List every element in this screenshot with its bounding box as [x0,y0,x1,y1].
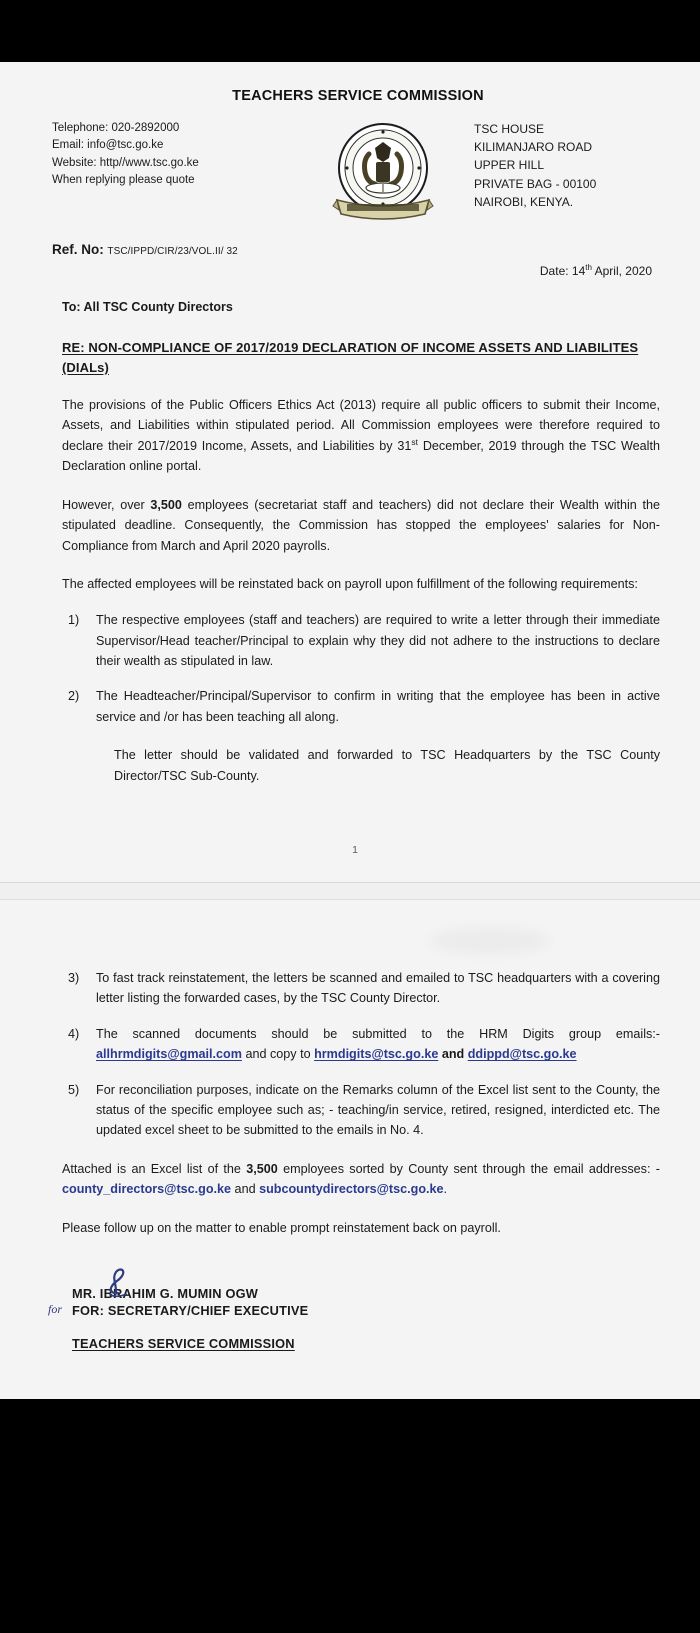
requirement-text-1: The respective employees (staff and teachers) are required to write a letter through their immediate Supervisor/Head teacher/Principal to explain why they did not adhere to the instructions to declare their wealth as stipulated in law. [96,613,660,669]
telephone-line: Telephone: 020-2892000 [52,122,180,134]
requirement-text-4a: The scanned documents should be submitted to the HRM Digits group emails:- [96,1026,660,1041]
p2-employee-count: 3,500 [150,497,182,512]
date-suffix: th [585,263,592,272]
requirements-list-page-2 [62,968,660,1141]
paragraph-letter-validation: The letter should be validated and forwarded to TSC Headquarters by the TSC County Director/TSC Sub-County. [114,748,660,783]
reference-label: Ref. No: [52,242,104,257]
signatory-name: MR. IBRAHIM G. MUMIN OGW [72,1285,259,1301]
requirement-marker-5: 5) [68,1082,80,1097]
signatory-organization: TEACHERS SERVICE COMMISSION [72,1335,295,1351]
handwritten-signature [100,1262,140,1307]
requirement-text-4b: and copy to [241,1047,315,1062]
p2-part-a: However, over [62,497,151,512]
paragraph-attached-excel [62,1159,660,1200]
attached-part-c: and [231,1182,260,1197]
website-line: Website: http//www.tsc.go.ke [52,156,199,169]
attached-part-b: employees sorted by County sent through the email addresses: - [277,1161,660,1176]
scan-top-border [0,0,700,62]
paragraph-reinstatement-intro: The affected employees will be reinstated back on payroll upon fulfillment of the following requirements: [62,576,638,591]
paragraph-noncompliance [62,495,660,556]
signed-for-mark: for [48,1301,63,1316]
requirement-item-2 [62,686,660,727]
paragraph-follow-up: Please follow up on the matter to enable prompt reinstatement back on payroll. [62,1220,501,1235]
subject-text: RE: NON-COMPLIANCE OF 2017/2019 DECLARATION OF INCOME ASSETS AND LIABILITES (DIALs) [62,340,639,375]
document-page-2 [0,900,700,1399]
postal-address [474,118,664,211]
email-link-allhrmdigits[interactable]: allhrmdigits@gmail.com [96,1047,242,1062]
p1-ordinal-suffix: st [411,436,419,447]
email-link-ddippd[interactable]: ddippd@tsc.go.ke [467,1047,577,1062]
address-line-4: PRIVATE BAG - 00100 [474,176,597,191]
requirement-text-3: To fast track reinstatement, the letters be scanned and emailed to TSC headquarters with a covering letter listing the forwarded cases, by the TSC County Director. [96,971,660,1006]
tsc-crest-logo [320,118,446,228]
date-rest: April, 2020 [594,264,652,278]
requirement-text-4c: and [438,1047,468,1062]
requirement-text-5: For reconciliation purposes, indicate on the Remarks column of the Excel list sent to the County, the status of the specific employee such as; - teaching/in service, retired, resigned, interdicted etc. The updated excel sheet to be submitted to the emails in No. 4. [96,1082,660,1138]
coat-of-arms-icon [323,118,443,228]
requirement-item-3 [62,968,660,1009]
scan-artifact [430,928,550,954]
reference-number [52,242,664,257]
requirement-text-2: The Headteacher/Principal/Supervisor to confirm in writing that the employee has been in active service and /or has been teaching all along. [96,689,660,724]
email-line: Email: info@tsc.go.ke [52,139,164,152]
page-separator [0,882,700,900]
document-page-1 [0,62,700,882]
p1-part-b: December, 2019 through the TSC Wealth Declaration online portal. [62,438,660,474]
requirement-marker-3: 3) [68,971,80,986]
requirement-item-1 [62,610,660,671]
email-link-subcountydirectors[interactable]: subcountydirectors@tsc.go.ke [259,1182,444,1197]
email-link-hrmdigits[interactable]: hrmdigits@tsc.go.ke [314,1047,439,1062]
p2-part-b: employees (secretariat staff and teachers) did not declare their Wealth within the stipulated deadline. Consequently, the Commission has stopped the employees' salaries for Non-Compliance from March and April 2020 payrolls. [62,497,660,553]
requirement-marker-1: 1) [68,613,80,628]
requirement-marker-2: 2) [68,689,80,704]
paragraph-legal-provisions [62,395,660,477]
signature-icon [100,1262,140,1302]
requirement-item-5 [62,1080,660,1141]
requirement-item-4 [62,1024,660,1065]
signatory-role: FOR: SECRETARY/CHIEF EXECUTIVE [72,1302,309,1318]
signature-block [48,1280,660,1353]
letterhead [52,118,664,228]
address-line-1: TSC HOUSE [474,122,545,136]
address-line-5: NAIROBI, KENYA. [474,194,574,209]
contact-details [52,118,292,190]
address-line-2: KILIMANJARO ROAD [474,140,593,155]
p1-part-a: The provisions of the Public Officers Ethics Act (2013) require all public officers to submit their Income, Assets, and Liabilities within stipulated period. All Commission employees were therefore required to declare their 2017/2019 Income, Assets, and Liabilities by 31 [62,398,660,453]
organization-title: TEACHERS SERVICE COMMISSION [232,88,484,104]
subject-line [62,338,664,377]
attached-part-d: . [443,1182,448,1197]
address-line-3: UPPER HILL [474,158,545,173]
attached-part-a: Attached is an Excel list of the [62,1161,247,1176]
attached-employee-count: 3,500 [246,1161,278,1176]
recipient-line: To: All TSC County Directors [62,300,233,314]
requirement-marker-4: 4) [68,1026,80,1041]
document-date [52,263,664,278]
reference-value: TSC/IPPD/CIR/23/VOL.II/ 32 [107,246,238,257]
page-2-body [48,968,664,1353]
page-number-footer: 1 [352,844,364,857]
date-label: Date: [539,264,569,278]
page-1-body [62,395,664,786]
requirements-list-page-1 [62,610,660,727]
email-link-county-directors[interactable]: county_directors@tsc.go.ke [62,1182,232,1197]
date-day: 14 [571,264,586,278]
reply-quote-note: When replying please quote [52,174,195,187]
scan-bottom-border [0,1399,700,1447]
